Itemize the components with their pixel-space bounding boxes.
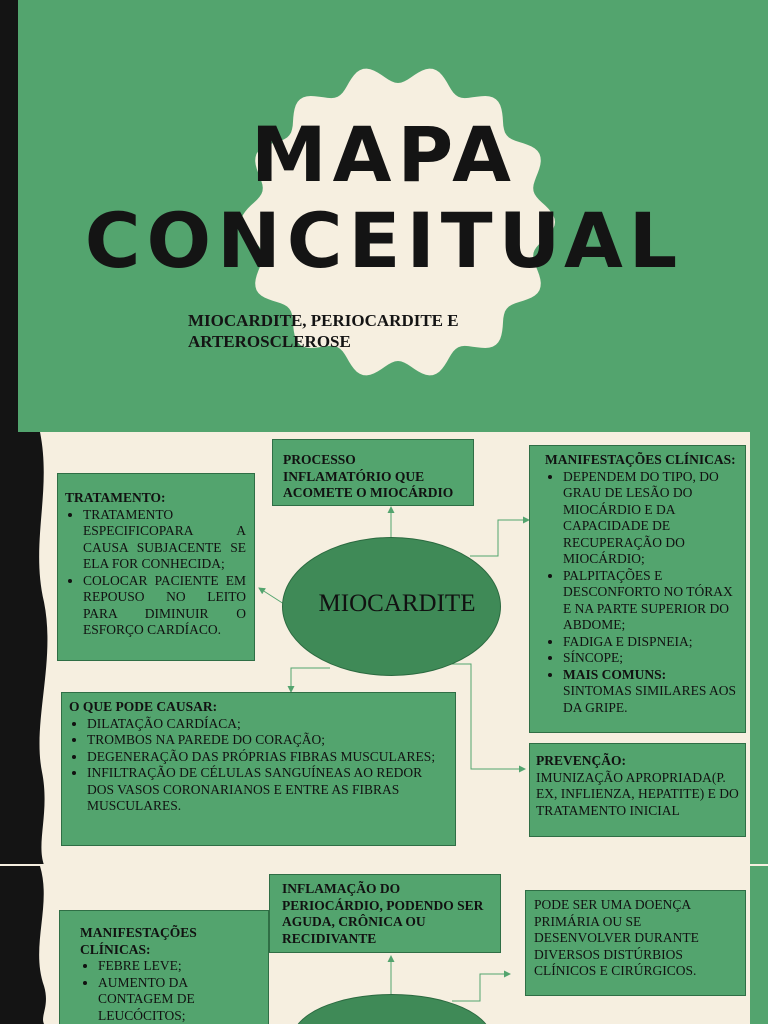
list-item: • DEPENDEM DO TIPO, DO GRAU DE LESÃO DO MIOCÁRDIO E DA CAPACIDADE DE RECUPERAÇÃO DO MIOCÁRDIO; (563, 469, 737, 568)
pericardite-manifestations-box (59, 910, 269, 1024)
definition-box (272, 439, 474, 506)
treatment-heading: TRATAMENTO: (65, 490, 166, 505)
causes-box (61, 692, 456, 846)
subtitle-line-2: ARTEROSCLEROSE (188, 332, 351, 351)
pericardite-manifestations-heading: MANIFESTAÇÕES CLÍNICAS: (80, 925, 197, 957)
list-item: • COLOCAR PACIENTE EM REPOUSO NO LEITO PARA DIMINUIR O ESFORÇO CARDÍACO. (83, 573, 246, 639)
subtitle (188, 310, 518, 352)
manifestations-list (545, 469, 737, 717)
list-item: • SÍNCOPE; (563, 650, 737, 667)
list-item: • INFILTRAÇÃO DE CÉLULAS SANGUÍNEAS AO REDOR DOS VASOS CORONARIANOS E ENTRE AS FIBRAS MUSCULARES. (87, 765, 447, 815)
pericardite-manifestations-list (80, 958, 260, 1024)
title-line-2: CONCEITUAL (84, 196, 684, 285)
list-item: • FADIGA E DISPNEIA; (563, 634, 737, 651)
list-item: • TRATAMENTO ESPECIFICOPARA A CAUSA SUBJACENTE SE ELA FOR CONHECIDA; (83, 507, 246, 573)
causes-heading: O QUE PODE CAUSAR: (69, 699, 218, 714)
treatment-box (57, 473, 255, 661)
list-item: • DILATAÇÃO CARDÍACA; (87, 716, 447, 733)
miocardite-label: MIOCARDITE (318, 590, 476, 617)
most-common-text: SINTOMAS SIMILARES AOS DA GRIPE. (563, 683, 737, 715)
pericardite-origin-text: PODE SER UMA DOENÇA PRIMÁRIA OU SE DESENVOLVER DURANTE DIVERSOS DISTÚRBIOS CLÍNICOS E CIRÚRGICOS. (534, 897, 699, 978)
pericardite-definition-box (269, 874, 501, 953)
list-item (563, 667, 737, 717)
manifestations-heading: MANIFESTAÇÕES CLÍNICAS: (545, 452, 736, 467)
most-common-label: MAIS COMUNS: (563, 666, 667, 682)
prevention-text: IMUNIZAÇÃO APROPRIADA(P. EX, INFLIENZA, HEPATITE) E DO TRATAMENTO INICIAL (536, 769, 739, 818)
causes-list (69, 716, 447, 815)
miocardite-map-slide (0, 432, 768, 865)
definition-text: PROCESSO INFLAMATÓRIO QUE ACOMETE O MIOCÁRDIO (283, 452, 454, 500)
treatment-list (65, 507, 246, 639)
title-slide (0, 0, 768, 432)
pericardite-origin-box (525, 890, 746, 996)
pericardite-definition-text: INFLAMAÇÃO DO PERIOCÁRDIO, PODENDO SER AGUDA, CRÔNICA OU RECIDIVANTE (282, 881, 484, 946)
list-item: • FEBRE LEVE; (98, 958, 260, 975)
manifestations-box (529, 445, 746, 733)
prevention-box (529, 743, 746, 837)
subtitle-line-1: MIOCARDITE, PERIOCARDITE E (188, 311, 459, 330)
list-item: • PALPITAÇÕES E DESCONFORTO NO TÓRAX E NA PARTE SUPERIOR DO ABDOME; (563, 568, 737, 634)
title-line-1: MAPA (251, 110, 517, 199)
prevention-heading: PREVENÇÃO: (536, 753, 626, 768)
list-item: • DEGENERAÇÃO DAS PRÓPRIAS FIBRAS MUSCULARES; (87, 749, 447, 766)
pericardite-map-slide (0, 866, 768, 1024)
list-item: • AUMENTO DA CONTAGEM DE LEUCÓCITOS; (98, 975, 260, 1024)
list-item: • TROMBOS NA PAREDE DO CORAÇÃO; (87, 732, 447, 749)
